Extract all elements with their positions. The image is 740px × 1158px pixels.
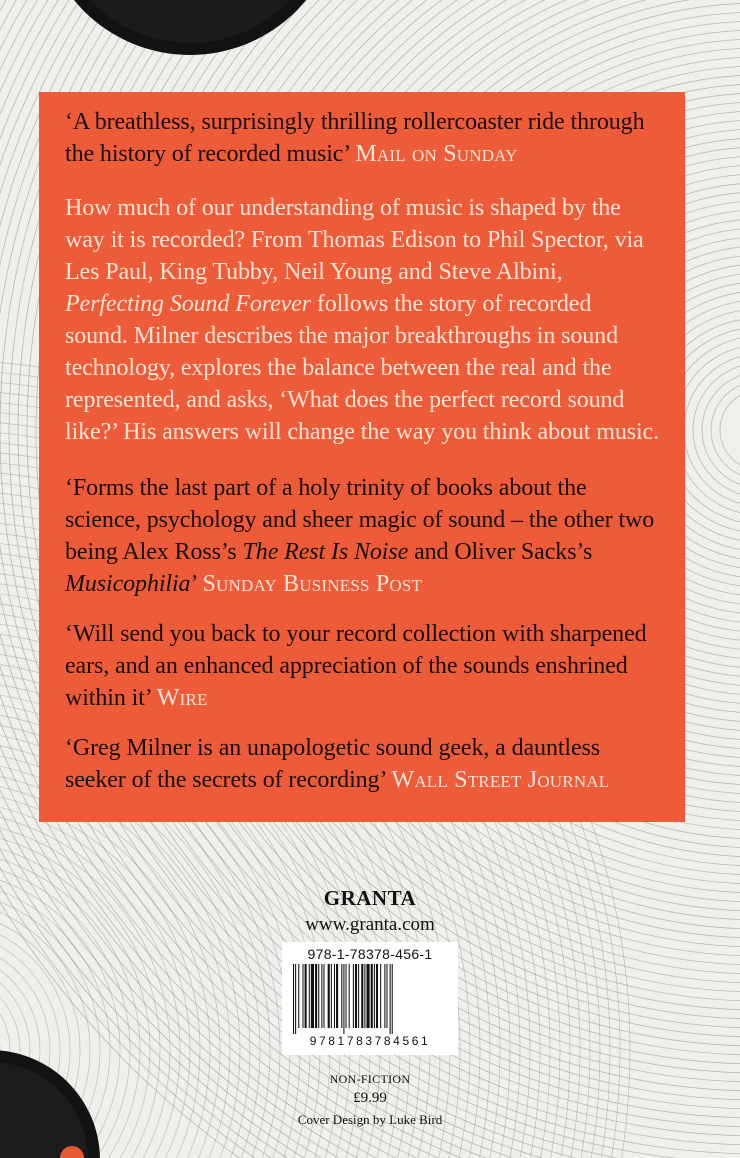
blurb-panel: [39, 92, 685, 822]
isbn-number: 978-1-78378-456-1: [307, 946, 433, 962]
quote-source: Mail on Sunday: [355, 141, 518, 167]
category-label: NON-FICTION: [329, 1072, 411, 1086]
review-quote-sunday-business-post: [65, 472, 659, 600]
barcode-bars: [293, 964, 447, 1034]
quote-source: Sunday Business Post: [202, 571, 423, 597]
book-description: [65, 192, 659, 448]
review-quote-wire: [65, 618, 659, 714]
quote-text: ‘Will send you back to your record collection with sharpened ears, and an enhanced appreciation of the sounds enshrined within it’: [65, 621, 647, 711]
publisher-name: GRANTA: [323, 886, 417, 910]
description-text: How much of our understanding of music is shaped by the way it is recorded? From Thomas Edison to Phil Spector, via Les Paul, King Tubby, Neil Young and Steve Albini,: [65, 195, 644, 285]
review-quote-wall-street-journal: [65, 732, 659, 796]
isbn-barcode: [282, 942, 458, 1055]
quote-text-middle: and Oliver Sacks’s: [408, 539, 593, 565]
quote-book-title-2: Musicophilia: [65, 571, 191, 597]
quote-text: ‘Forms the last part of a holy trinity of books about the science, psychology and sheer magic of sound – the other two being Alex Ross’s: [65, 475, 655, 565]
quote-source: Wire: [156, 685, 208, 711]
quote-source: Wall Street Journal: [391, 767, 610, 793]
description-text-continued: follows the story of recorded sound. Milner describes the major breakthroughs in sound technology, explores the balance between the real and the represented, and asks, ‘What does the perfect record sound like?’ His answers will change the way you think about music.: [65, 291, 659, 445]
quote-book-title: The Rest Is Noise: [242, 539, 409, 565]
ean-digits: 9781783784561: [309, 1034, 431, 1048]
book-title-italic: Perfecting Sound Forever: [65, 291, 311, 317]
price: £9.99: [353, 1090, 387, 1106]
review-quote-mail-on-sunday: [65, 106, 659, 170]
quote-text: ‘A breathless, surprisingly thrilling rollercoaster ride through the history of recorded music’: [65, 109, 645, 167]
publisher-url: www.granta.com: [305, 914, 435, 935]
quote-text-end: ’: [190, 571, 203, 597]
cover-design-credit: Cover Design by Luke Bird: [297, 1112, 443, 1127]
quote-text: ‘Greg Milner is an unapologetic sound geek, a dauntless seeker of the secrets of recording’: [65, 735, 601, 793]
